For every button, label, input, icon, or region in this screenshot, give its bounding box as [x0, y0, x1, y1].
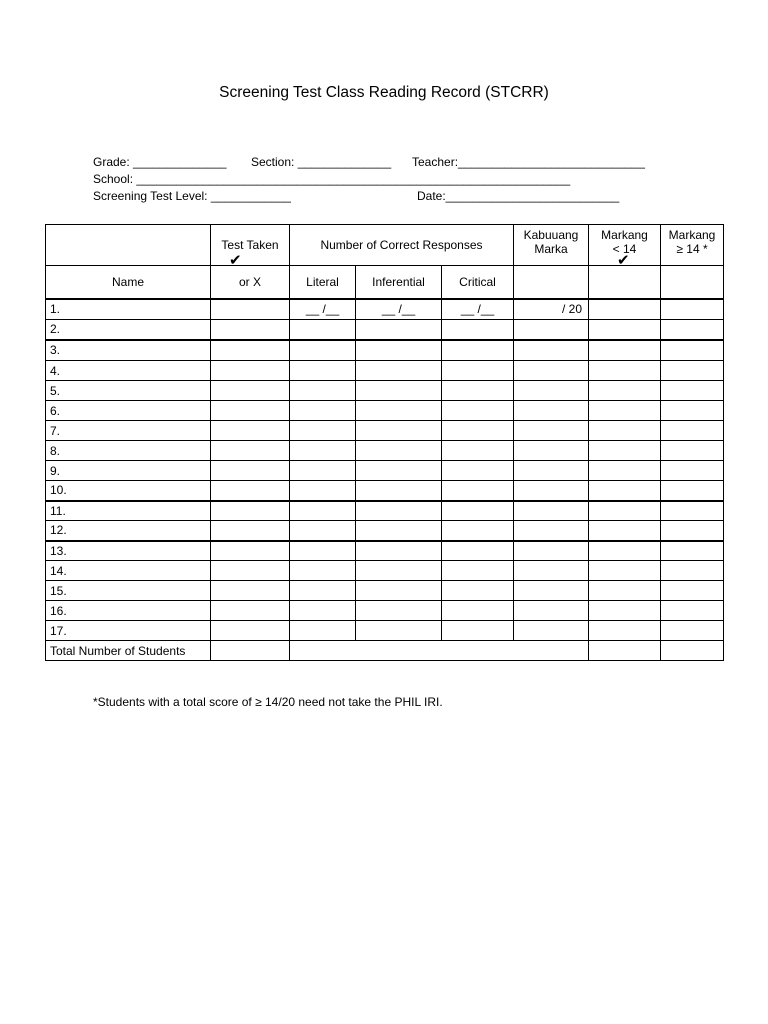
below-14-cell[interactable] [589, 421, 661, 441]
student-name-cell[interactable]: 10. [46, 481, 211, 501]
below-14-cell[interactable] [589, 361, 661, 381]
inferential-cell[interactable] [356, 501, 442, 521]
literal-cell[interactable] [290, 481, 356, 501]
total-score-cell[interactable] [514, 621, 589, 641]
critical-cell[interactable] [442, 581, 514, 601]
literal-cell[interactable] [290, 401, 356, 421]
table-row [46, 501, 724, 521]
test-taken-cell[interactable] [211, 481, 290, 501]
above-14-cell[interactable] [661, 320, 724, 340]
inferential-cell[interactable]: __ /__ [356, 299, 442, 320]
total-score-cell[interactable] [514, 461, 589, 481]
critical-cell[interactable]: __ /__ [442, 299, 514, 320]
literal-cell[interactable] [290, 421, 356, 441]
critical-cell[interactable] [442, 421, 514, 441]
critical-cell[interactable] [442, 461, 514, 481]
test-taken-cell[interactable] [211, 441, 290, 461]
inferential-cell[interactable] [356, 481, 442, 501]
student-name-cell[interactable]: 13. [46, 541, 211, 561]
checkmark-icon: ✔ [617, 252, 630, 269]
below-14-cell[interactable] [589, 621, 661, 641]
below-14-cell[interactable] [589, 501, 661, 521]
literal-cell[interactable] [290, 501, 356, 521]
or-x-header: or X [211, 266, 290, 299]
critical-cell[interactable] [442, 441, 514, 461]
test-taken-header: Test Taken [211, 225, 290, 266]
table-row [46, 481, 724, 501]
test-taken-cell[interactable] [211, 521, 290, 541]
above-14-cell[interactable] [661, 381, 724, 401]
total-score-cell[interactable] [514, 581, 589, 601]
total-score-cell[interactable] [514, 441, 589, 461]
test-taken-cell[interactable] [211, 461, 290, 481]
below-14-cell[interactable] [589, 299, 661, 320]
literal-cell[interactable] [290, 441, 356, 461]
inferential-header: Inferential [356, 266, 442, 299]
below-14-cell[interactable] [589, 481, 661, 501]
above-14-cell[interactable] [661, 521, 724, 541]
footnote: *Students with a total score of ≥ 14/20 need not take the PHIL IRI. [93, 695, 443, 709]
inferential-cell[interactable] [356, 401, 442, 421]
school-field[interactable]: School: _________________________________________________________________ [93, 172, 571, 186]
literal-cell[interactable]: __ /__ [290, 299, 356, 320]
total-score-cell[interactable] [514, 421, 589, 441]
above-14-cell[interactable] [661, 299, 724, 320]
critical-cell[interactable] [442, 401, 514, 421]
markang-below-14-header: Markang < 14 [589, 225, 661, 266]
student-name-cell[interactable]: 4. [46, 361, 211, 381]
above-14-cell[interactable] [661, 361, 724, 381]
name-header: Name [46, 266, 211, 299]
literal-cell[interactable] [290, 561, 356, 581]
table-row [46, 441, 724, 461]
below-14-cell[interactable] [589, 381, 661, 401]
literal-cell[interactable] [290, 361, 356, 381]
total-score-cell[interactable] [514, 401, 589, 421]
markang-above-14-header: Markang ≥ 14 * [661, 225, 724, 266]
total-scores-cell[interactable] [290, 641, 589, 661]
table-row [46, 340, 724, 361]
below-14-cell[interactable] [589, 581, 661, 601]
student-name-cell[interactable]: 5. [46, 381, 211, 401]
total-score-cell[interactable] [514, 541, 589, 561]
total-score-cell[interactable] [514, 521, 589, 541]
test-taken-cell[interactable] [211, 320, 290, 340]
reading-record-table [45, 224, 724, 661]
critical-cell[interactable] [442, 381, 514, 401]
student-name-cell[interactable]: 3. [46, 340, 211, 361]
total-score-cell[interactable] [514, 340, 589, 361]
table-row [46, 541, 724, 561]
inferential-cell[interactable] [356, 381, 442, 401]
literal-cell[interactable] [290, 320, 356, 340]
test-taken-cell[interactable] [211, 421, 290, 441]
inferential-cell[interactable] [356, 541, 442, 561]
test-level-field[interactable]: Screening Test Level: ____________ [93, 189, 291, 203]
table-row [46, 601, 724, 621]
table-row [46, 361, 724, 381]
total-score-cell[interactable] [514, 381, 589, 401]
table-row [46, 521, 724, 541]
critical-cell[interactable] [442, 481, 514, 501]
grade-field[interactable]: Grade: ______________ [93, 155, 227, 169]
correct-responses-header: Number of Correct Responses [290, 225, 514, 266]
below-14-cell[interactable] [589, 340, 661, 361]
student-name-cell[interactable]: 9. [46, 461, 211, 481]
total-score-cell[interactable] [514, 320, 589, 340]
literal-cell[interactable] [290, 581, 356, 601]
critical-cell[interactable] [442, 340, 514, 361]
total-score-cell[interactable] [514, 601, 589, 621]
below-14-cell[interactable] [589, 401, 661, 421]
inferential-cell[interactable] [356, 521, 442, 541]
teacher-field[interactable]: Teacher:____________________________ [412, 155, 645, 169]
test-taken-cell[interactable] [211, 601, 290, 621]
blank-header-cell [661, 266, 724, 299]
test-taken-cell[interactable] [211, 621, 290, 641]
inferential-cell[interactable] [356, 320, 442, 340]
above-14-cell[interactable] [661, 461, 724, 481]
checkmark-icon: ✔ [229, 252, 242, 269]
test-taken-cell[interactable] [211, 381, 290, 401]
inferential-cell[interactable] [356, 461, 442, 481]
section-field[interactable]: Section: ______________ [251, 155, 392, 169]
literal-cell[interactable] [290, 381, 356, 401]
student-name-cell[interactable]: 8. [46, 441, 211, 461]
critical-cell[interactable] [442, 361, 514, 381]
total-score-cell[interactable]: / 20 [514, 299, 589, 320]
above-14-cell[interactable] [661, 621, 724, 641]
above-14-cell[interactable] [661, 401, 724, 421]
student-name-cell[interactable]: 17. [46, 621, 211, 641]
table-row [46, 561, 724, 581]
inferential-cell[interactable] [356, 621, 442, 641]
total-below-14-cell[interactable] [589, 641, 661, 661]
total-score-cell[interactable] [514, 361, 589, 381]
critical-cell[interactable] [442, 541, 514, 561]
critical-cell[interactable] [442, 501, 514, 521]
table-row [46, 320, 724, 340]
table-header-row-2 [46, 266, 724, 299]
literal-cell[interactable] [290, 340, 356, 361]
test-taken-cell[interactable] [211, 561, 290, 581]
literal-cell[interactable] [290, 621, 356, 641]
table-row [46, 621, 724, 641]
test-taken-cell[interactable] [211, 340, 290, 361]
literal-cell[interactable] [290, 461, 356, 481]
above-14-cell[interactable] [661, 581, 724, 601]
kabuuang-marka-header: Kabuuang Marka [514, 225, 589, 266]
below-14-cell[interactable] [589, 441, 661, 461]
inferential-cell[interactable] [356, 340, 442, 361]
table-row [46, 381, 724, 401]
total-test-taken-cell[interactable] [211, 641, 290, 661]
test-taken-cell[interactable] [211, 501, 290, 521]
total-score-cell[interactable] [514, 501, 589, 521]
critical-cell[interactable] [442, 601, 514, 621]
above-14-cell[interactable] [661, 541, 724, 561]
table-row [46, 401, 724, 421]
inferential-cell[interactable] [356, 561, 442, 581]
below-14-cell[interactable] [589, 561, 661, 581]
page-title: Screening Test Class Reading Record (STCRR) [219, 84, 549, 101]
total-above-14-cell[interactable] [661, 641, 724, 661]
inferential-cell[interactable] [356, 421, 442, 441]
critical-cell[interactable] [442, 521, 514, 541]
student-name-cell[interactable]: 11. [46, 501, 211, 521]
test-taken-cell[interactable] [211, 361, 290, 381]
below-14-cell[interactable] [589, 320, 661, 340]
blank-header-cell [589, 266, 661, 299]
literal-cell[interactable] [290, 521, 356, 541]
critical-cell[interactable] [442, 621, 514, 641]
student-name-cell[interactable]: 12. [46, 521, 211, 541]
student-name-cell[interactable]: 6. [46, 401, 211, 421]
total-score-cell[interactable] [514, 561, 589, 581]
above-14-cell[interactable] [661, 601, 724, 621]
below-14-cell[interactable] [589, 541, 661, 561]
table-row [46, 461, 724, 481]
critical-header: Critical [442, 266, 514, 299]
inferential-cell[interactable] [356, 581, 442, 601]
student-name-cell[interactable]: 2. [46, 320, 211, 340]
date-field[interactable]: Date:__________________________ [417, 189, 620, 203]
student-name-cell[interactable]: 15. [46, 581, 211, 601]
above-14-cell[interactable] [661, 561, 724, 581]
above-14-cell[interactable] [661, 481, 724, 501]
inferential-cell[interactable] [356, 601, 442, 621]
below-14-cell[interactable] [589, 521, 661, 541]
above-14-cell[interactable] [661, 441, 724, 461]
test-taken-cell[interactable] [211, 581, 290, 601]
inferential-cell[interactable] [356, 361, 442, 381]
table-row [46, 581, 724, 601]
blank-header-cell [514, 266, 589, 299]
student-name-cell[interactable]: 7. [46, 421, 211, 441]
student-name-cell[interactable]: 1. [46, 299, 211, 320]
literal-cell[interactable] [290, 601, 356, 621]
student-name-cell[interactable]: 16. [46, 601, 211, 621]
literal-cell[interactable] [290, 541, 356, 561]
blank-header-cell [46, 225, 211, 266]
test-taken-cell[interactable] [211, 401, 290, 421]
literal-header: Literal [290, 266, 356, 299]
test-taken-cell[interactable] [211, 541, 290, 561]
critical-cell[interactable] [442, 561, 514, 581]
below-14-cell[interactable] [589, 461, 661, 481]
total-score-cell[interactable] [514, 481, 589, 501]
above-14-cell[interactable] [661, 501, 724, 521]
table-row [46, 421, 724, 441]
total-row [46, 641, 724, 661]
below-14-cell[interactable] [589, 601, 661, 621]
student-name-cell[interactable]: 14. [46, 561, 211, 581]
table-row [46, 299, 724, 320]
above-14-cell[interactable] [661, 421, 724, 441]
inferential-cell[interactable] [356, 441, 442, 461]
test-taken-cell[interactable] [211, 299, 290, 320]
above-14-cell[interactable] [661, 340, 724, 361]
total-students-label: Total Number of Students [46, 641, 211, 661]
critical-cell[interactable] [442, 320, 514, 340]
